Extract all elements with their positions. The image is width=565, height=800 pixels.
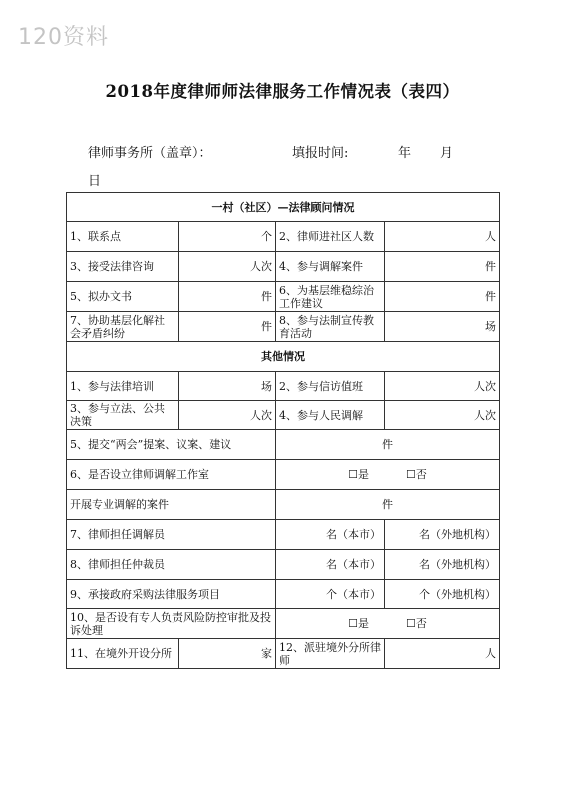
watermark: 120资料 <box>18 25 109 50</box>
field-input[interactable]: 名（本市） <box>276 550 385 580</box>
field-label: 3、接受法律咨询 <box>67 252 179 282</box>
yes-no-choice[interactable] <box>276 609 500 639</box>
yes-checkbox[interactable]: ☐是 <box>348 468 369 481</box>
field-input[interactable]: 名（本市） <box>276 520 385 550</box>
field-label: 9、承接政府采购法律服务项目 <box>67 580 276 609</box>
field-label: 7、律师担任调解员 <box>67 520 276 550</box>
field-input[interactable]: 件 <box>385 252 500 282</box>
yes-no-choice[interactable] <box>276 460 500 490</box>
section-heading-other: 其他情况 <box>67 342 500 372</box>
field-input[interactable]: 件 <box>385 282 500 312</box>
field-label: 4、参与调解案件 <box>276 252 385 282</box>
field-input[interactable]: 人次 <box>179 401 276 430</box>
field-input[interactable]: 个（外地机构） <box>385 580 500 609</box>
field-label: 5、提交“两会”提案、议案、建议 <box>67 430 276 460</box>
section-heading-legal-advisor: 一村（社区）—法律顾问情况 <box>67 193 500 222</box>
field-input[interactable]: 件 <box>276 490 500 520</box>
field-label: 3、参与立法、公共决策 <box>67 401 179 430</box>
field-label: 4、参与人民调解 <box>276 401 385 430</box>
field-input[interactable]: 家 <box>179 639 276 669</box>
field-label: 7、协助基层化解社会矛盾纠纷 <box>67 312 179 342</box>
field-input[interactable]: 人次 <box>385 401 500 430</box>
year-label: 年 <box>398 146 412 161</box>
day-label: 日 <box>88 174 102 189</box>
field-input[interactable]: 件 <box>179 312 276 342</box>
field-label: 6、为基层维稳综治工作建议 <box>276 282 385 312</box>
field-label: 11、在境外开设分所 <box>67 639 179 669</box>
field-input[interactable]: 个（本市） <box>276 580 385 609</box>
field-label: 2、参与信访值班 <box>276 372 385 401</box>
field-input[interactable]: 个 <box>179 222 276 252</box>
field-input[interactable]: 名（外地机构） <box>385 520 500 550</box>
yes-checkbox[interactable]: ☐是 <box>348 617 369 630</box>
field-label: 2、律师进社区人数 <box>276 222 385 252</box>
field-label: 1、联系点 <box>67 222 179 252</box>
field-label: 12、派驻境外分所律师 <box>276 639 385 669</box>
firm-label: 律师事务所（盖章）： <box>88 146 212 161</box>
no-checkbox[interactable]: ☐否 <box>406 468 427 481</box>
field-input[interactable]: 名（外地机构） <box>385 550 500 580</box>
month-label: 月 <box>440 146 454 161</box>
field-label: 8、律师担任仲裁员 <box>67 550 276 580</box>
field-input[interactable]: 人 <box>385 222 500 252</box>
field-label: 1、参与法律培训 <box>67 372 179 401</box>
field-label: 5、拟办文书 <box>67 282 179 312</box>
field-input[interactable]: 人次 <box>385 372 500 401</box>
field-input[interactable]: 件 <box>276 430 500 460</box>
field-input[interactable]: 件 <box>179 282 276 312</box>
field-input[interactable]: 人 <box>385 639 500 669</box>
field-label: 10、是否设有专人负责风险防控审批及投诉处理 <box>67 609 276 639</box>
field-label: 6、是否设立律师调解工作室 <box>67 460 276 490</box>
report-table <box>66 192 500 669</box>
date-label: 填报时间: <box>292 146 349 161</box>
field-label: 开展专业调解的案件 <box>67 490 276 520</box>
field-input[interactable]: 场 <box>179 372 276 401</box>
field-input[interactable]: 场 <box>385 312 500 342</box>
no-checkbox[interactable]: ☐否 <box>406 617 427 630</box>
page-title: 2018年度律师师法律服务工作情况表（表四） <box>105 82 460 101</box>
field-input[interactable]: 人次 <box>179 252 276 282</box>
field-label: 8、参与法制宣传教育活动 <box>276 312 385 342</box>
